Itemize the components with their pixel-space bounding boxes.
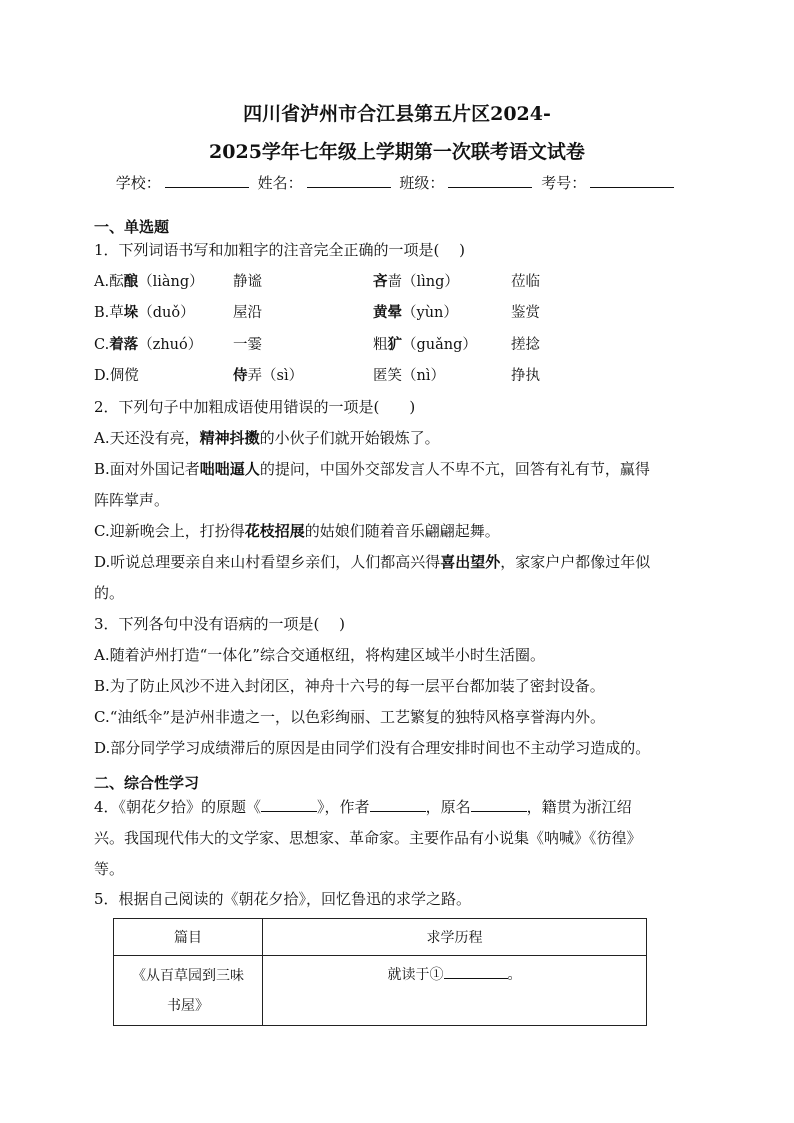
class-label: 班级：	[399, 174, 445, 192]
table-header-row	[114, 919, 647, 956]
title-line-1: 四川省泸州市合江县第五片区2024-	[243, 103, 551, 125]
name-label: 姓名：	[257, 174, 303, 192]
q4-line-2: 兴。我国现代伟大的文学家、思想家、革命家。主要作品有小说集《呐喊》《彷徨》	[94, 829, 642, 847]
q3-stem: 3．下列各句中没有语病的一项是( )	[94, 615, 346, 633]
q2-option-d: D.听说总理要亲自来山村看望乡亲们，人们都高兴得喜出望外，家家户户都像过年似	[94, 553, 651, 571]
q1-option-c-word4: 搓捻	[511, 337, 540, 353]
q4-line-1: 4．《朝花夕拾》的原题《 》，作者 ，原名 ，籍贯为浙江绍	[94, 798, 632, 816]
section-2-heading: 二、综合性学习	[94, 774, 200, 792]
q3-option-a: A.随着泸州打造“一体化”综合交通枢纽，将构建区域半小时生活圈。	[94, 646, 545, 664]
q1-option-a-word3: 吝啬（lìng）	[373, 273, 459, 290]
q2-stem: 2．下列句子中加粗成语使用错误的一项是( )	[94, 398, 416, 416]
school-field[interactable]	[165, 173, 249, 188]
q1-option-a-word2: 静谧	[233, 274, 262, 290]
q1-option-b-word3: 黄晕（yùn）	[373, 304, 458, 321]
table-header-title: 篇目	[114, 919, 263, 956]
q4-blank-original-title[interactable]	[261, 797, 317, 812]
school-label: 学校：	[115, 174, 161, 192]
table-cell-title: 《从百草园到三味 书屋》	[114, 956, 263, 1026]
q2-option-d-continued: 的。	[94, 584, 125, 602]
q1-option-b-word4: 鉴赏	[511, 305, 540, 321]
q1-option-a-word4: 莅临	[511, 274, 540, 290]
q1-option-b-word1: B.草垛（duǒ）	[94, 304, 195, 321]
q4-blank-original-name[interactable]	[471, 797, 527, 812]
student-info	[0, 172, 794, 193]
q1-option-a-word1: A.酝酿（liàng）	[94, 273, 204, 290]
q5-blank-1[interactable]	[444, 964, 508, 979]
q1-option-c-word1: C.着落（zhuó）	[94, 336, 203, 353]
q1-stem: 1．下列词语书写和加粗字的注音完全正确的一项是( )	[94, 241, 466, 259]
q5-table	[113, 918, 647, 1026]
table-header-course: 求学历程	[263, 919, 647, 956]
exam-number-label: 考号：	[541, 174, 587, 192]
q1-option-c-word3: 粗犷（guǎng）	[373, 336, 477, 353]
q3-option-d: D.部分同学学习成绩滞后的原因是由同学们没有合理安排时间也不主动学习造成的。	[94, 739, 651, 757]
q1-option-d-word1: D.倜傥	[94, 368, 139, 384]
q3-option-b: B.为了防止风沙不进入封闭区，神舟十六号的每一层平台都加装了密封设备。	[94, 677, 605, 695]
name-field[interactable]	[307, 173, 391, 188]
q2-option-a: A.天还没有亮，精神抖擞的小伙子们就开始锻炼了。	[94, 429, 440, 447]
q1-option-d-word2: 侍弄（sì）	[233, 367, 304, 384]
q4-line-3: 等。	[94, 860, 125, 878]
q1-option-c-word2: 一霎	[233, 337, 262, 353]
q2-option-c: C.迎新晚会上，打扮得花枝招展的姑娘们随着音乐翩翩起舞。	[94, 522, 500, 540]
q4-blank-author[interactable]	[370, 797, 426, 812]
class-field[interactable]	[448, 173, 532, 188]
q2-option-b-continued: 阵阵掌声。	[94, 491, 170, 509]
section-1-heading: 一、单选题	[94, 218, 170, 236]
q1-option-d-word3: 匿笑（nì）	[373, 368, 445, 384]
table-row	[114, 956, 647, 1026]
q2-option-b: B.面对外国记者咄咄逼人的提问，中国外交部发言人不卑不亢，回答有礼有节，赢得	[94, 460, 650, 478]
table-cell-course: 就读于① 。	[263, 956, 647, 1026]
q1-option-b-word2: 屋沿	[233, 305, 262, 321]
q3-option-c: C.“油纸伞”是泸州非遗之一，以色彩绚丽、工艺繁复的独特风格享誉海内外。	[94, 708, 606, 726]
title-line-2: 2025学年七年级上学期第一次联考语文试卷	[209, 141, 585, 163]
exam-number-field[interactable]	[590, 173, 674, 188]
q1-option-d-word4: 挣执	[511, 368, 540, 384]
q5-stem: 5．根据自己阅读的《朝花夕拾》，回忆鲁迅的求学之路。	[94, 890, 472, 908]
